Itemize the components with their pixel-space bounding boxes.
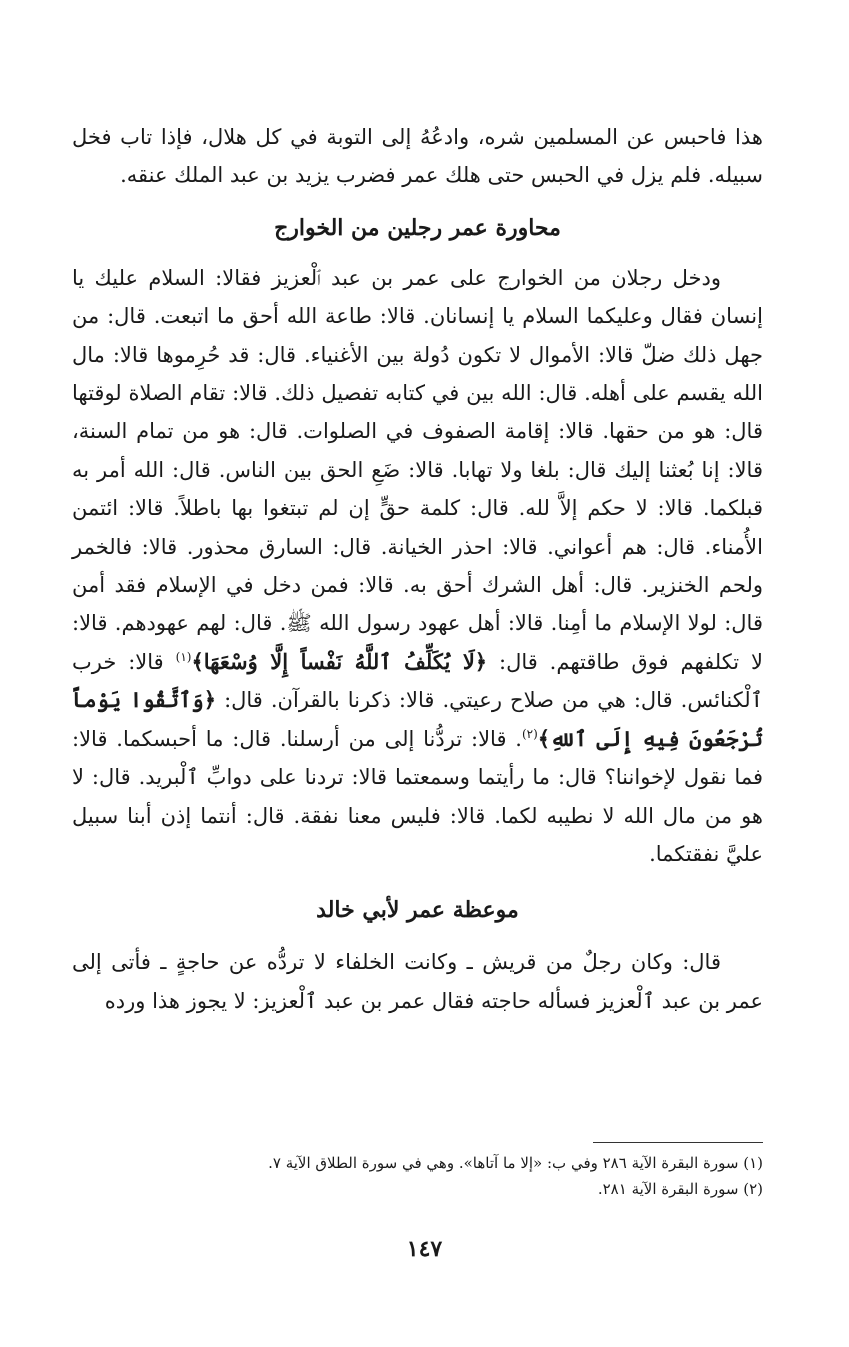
footnote-marker-1: (١)	[175, 649, 192, 664]
dialogue-text-part-b: قالا: خرب ٱلْكنائس. قال: هي من صلاح رعيتي. قالا: ذكرنا بالقرآن. قال:	[72, 649, 763, 713]
dialogue-text-part-a: ودخل رجلان من الخوارج على عمر بن عبد ٱلْعزيز فقالا: السلام عليك يا إنسان فقال وعليكما السلام يا إنسانان. قالا: طاعة الله أحق ما اتبعت. قال: من جهل ذلك ضلّ قالا: الأموال لا تكون دُولة بين الأغنياء. قال: قد حُرِموها قالا: مال الله يقسم على أهله. قال: الله بين في كتابه تفصيل ذلك. قالا: تقام الصلاة لوقتها قال: هو من حقها. قالا: إقامة الصفوف في الصلوات. قال: هو من تمام السنة، قالا: إنا بُعثنا إليك قال: بلغا ولا تهابا. قالا: ضَعِ الحق بين الناس. قال: الله أمر به قبلكما. قالا: لا حكم إلاَّ لله. قال: كلمة حقٍّ إن لم تبتغوا بها باطلاً. قالا: ائتمن الأُمناء. قال: هم أعواني. قالا: احذر الخيانة. قال: السارق محذور. قالا: فالخمر ولحم الخنزير. قال: أهل الشرك أحق به. قالا: فمن دخل في الإسلام فقد أمن قال: لولا الإسلام ما أمِنا. قالا: أهل عهود رسول الله ﷺ. قال: لهم عهودهم. قالا: لا تكلفهم فوق طاقتهم. قال:	[72, 265, 764, 674]
footnotes	[72, 1150, 763, 1202]
footnote-1: (١) سورة البقرة الآية ٢٨٦ وفي ب: «إلا ما آتاها». وهي في سورة الطلاق الآية ٧.	[268, 1154, 763, 1172]
page-body	[72, 118, 763, 1020]
page-number: ١٤٧	[406, 1236, 443, 1262]
paragraph-khawarij-dialogue	[72, 259, 763, 874]
section-heading-khawarij-dialogue: محاورة عمر رجلين من الخوارج	[274, 214, 561, 241]
section-heading-abu-khalid: موعظة عمر لأبي خالد	[316, 897, 519, 924]
footnote-2: (٢) سورة البقرة الآية ٢٨١.	[597, 1180, 763, 1198]
quran-verse-2: ﴿وَٱتَّقُوا يَوْماً تُرْجَعُونَ فِيهِ إِلَى ٱللهِ﴾	[72, 687, 763, 751]
dialogue-text-part-c: . قالا: تردُّنا إلى من أرسلنا. قال: ما أحبسكما. قالا: فما نقول لإخواننا؟ قال: ما رأيتما وسمعتما قالا: تردنا على دوابِّ ٱلْبريد. قال: لا هو من مال الله لا نطيبه لكما. قالا: فليس معنا نفقة. قال: أنتما إذن أبنا سبيل عليَّ نفقتكما.	[72, 726, 763, 866]
paragraph-prison-release: هذا فاحبس عن المسلمين شره، وادعُهُ إلى التوبة في كل هلال، فإذا تاب فخل سبيله. فلم يزل في الحبس حتى هلك عمر فضرب يزيد بن عبد الملك عنقه.	[72, 125, 763, 188]
quran-verse-1: ﴿لَا يُكَلِّفُ ٱللَّهُ نَفْساً إِلَّا وُسْعَهَا﴾	[191, 648, 488, 674]
footnote-divider	[593, 1142, 763, 1143]
paragraph-quraysh-man: قال: وكان رجلٌ من قريش ـ وكانت الخلفاء لا تردُّه عن حاجةٍ ـ فأتى إلى عمر بن عبد ٱلْعزيز فسأله حاجته فقال عمر بن عبد ٱلْعزيز: لا يجوز هذا ورده	[72, 950, 763, 1013]
footnote-marker-2: (٢)	[521, 726, 538, 741]
